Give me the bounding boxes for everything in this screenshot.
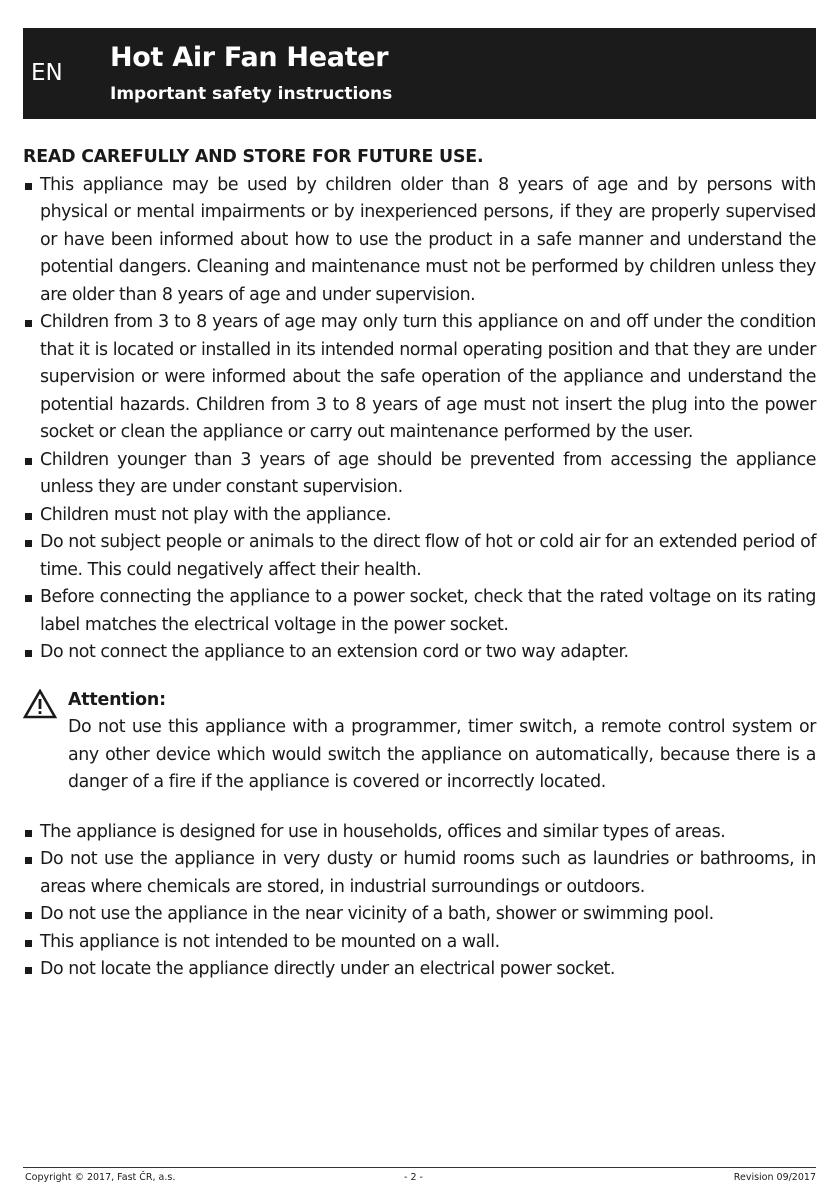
- list-item: [23, 846, 816, 901]
- bullet-icon: [25, 513, 32, 520]
- list-item: [23, 584, 816, 639]
- list-item-text: Do not subject people or animals to the direct flow of hot or cold air for an extended period of time. This could negatively affect their health.: [40, 532, 816, 580]
- list-item-text: This appliance is not intended to be mounted on a wall.: [40, 931, 500, 952]
- footer-copyright: Copyright © 2017, Fast ČR, a.s.: [25, 1172, 176, 1183]
- list-item: [23, 447, 816, 502]
- list-item-text: Do not locate the appliance directly under an electrical power socket.: [40, 959, 615, 979]
- bullet-icon: [25, 595, 32, 602]
- bullet-icon: [25, 912, 32, 919]
- list-item: [23, 929, 816, 957]
- language-code: EN: [31, 60, 63, 86]
- bullet-icon: [25, 320, 32, 327]
- bullet-icon: [25, 830, 32, 837]
- bullet-icon: [25, 857, 32, 864]
- list-item-text: Children must not play with the appliance.: [40, 504, 392, 525]
- list-item-text: Do not use the appliance in the near vicinity of a bath, shower or swimming pool.: [40, 904, 714, 924]
- section-heading: READ CAREFULLY AND STORE FOR FUTURE USE.: [23, 147, 484, 167]
- footer-revision: Revision 09/2017: [733, 1172, 816, 1183]
- attention-block: [23, 687, 816, 797]
- list-item: [23, 901, 816, 929]
- list-item-text: Before connecting the appliance to a power socket, check that the rated voltage on its rating label matches the electrical voltage in the power socket.: [40, 587, 816, 635]
- safety-list-top: [23, 172, 816, 667]
- attention-text: Do not use this appliance with a programmer, timer switch, a remote control system or any other device which would switch the appliance on automatically, because there is a danger of a fire if the appliance is covered or incorrectly located.: [68, 717, 816, 792]
- attention-title: Attention:: [68, 689, 166, 710]
- list-item: [23, 819, 816, 847]
- list-item-text: The appliance is designed for use in households, offices and similar types of areas.: [40, 821, 726, 842]
- footer-divider: [23, 1167, 816, 1168]
- bullet-icon: [25, 183, 32, 190]
- bullet-icon: [25, 967, 32, 974]
- list-item: [23, 956, 816, 984]
- list-item: [23, 172, 816, 310]
- page-number: - 2 -: [404, 1172, 423, 1183]
- safety-list-bottom: [23, 819, 816, 984]
- list-item: [23, 502, 816, 530]
- bullet-icon: [25, 458, 32, 465]
- document-title: Hot Air Fan Heater: [110, 42, 389, 73]
- list-item: [23, 529, 816, 584]
- list-item: [23, 309, 816, 447]
- bullet-icon: [25, 540, 32, 547]
- list-item-text: Children younger than 3 years of age should be prevented from accessing the appliance unless they are under constant supervision.: [40, 449, 816, 497]
- main-content: [23, 144, 816, 984]
- list-item-text: This appliance may be used by children older than 8 years of age and by persons with physical or mental impairments or by inexperienced persons, if they are properly supervised or have been informed about how to use the product in a safe manner and understand the potential dangers. Cleaning and maintenance must not be performed by children unless they are older than 8 years of age and under supervision.: [40, 174, 816, 305]
- page-header: [23, 28, 816, 119]
- list-item-text: Children from 3 to 8 years of age may only turn this appliance on and off under the condition that it is located or installed in its intended normal operating position and that they are under supervision or were informed about the safe operation of the appliance and understand the potential hazards. Children from 3 to 8 years of age must not insert the plug into the power socket or clean the appliance or carry out maintenance performed by the user.: [40, 312, 816, 442]
- list-item: [23, 639, 816, 667]
- bullet-icon: [25, 940, 32, 947]
- list-item-text: Do not use the appliance in very dusty or humid rooms such as laundries or bathrooms, in areas where chemicals are stored, in industrial surroundings or outdoors.: [40, 849, 816, 897]
- bullet-icon: [25, 650, 32, 657]
- document-subtitle: Important safety instructions: [110, 84, 393, 104]
- list-item-text: Do not connect the appliance to an extension cord or two way adapter.: [40, 642, 629, 662]
- warning-triangle-icon: [23, 689, 57, 719]
